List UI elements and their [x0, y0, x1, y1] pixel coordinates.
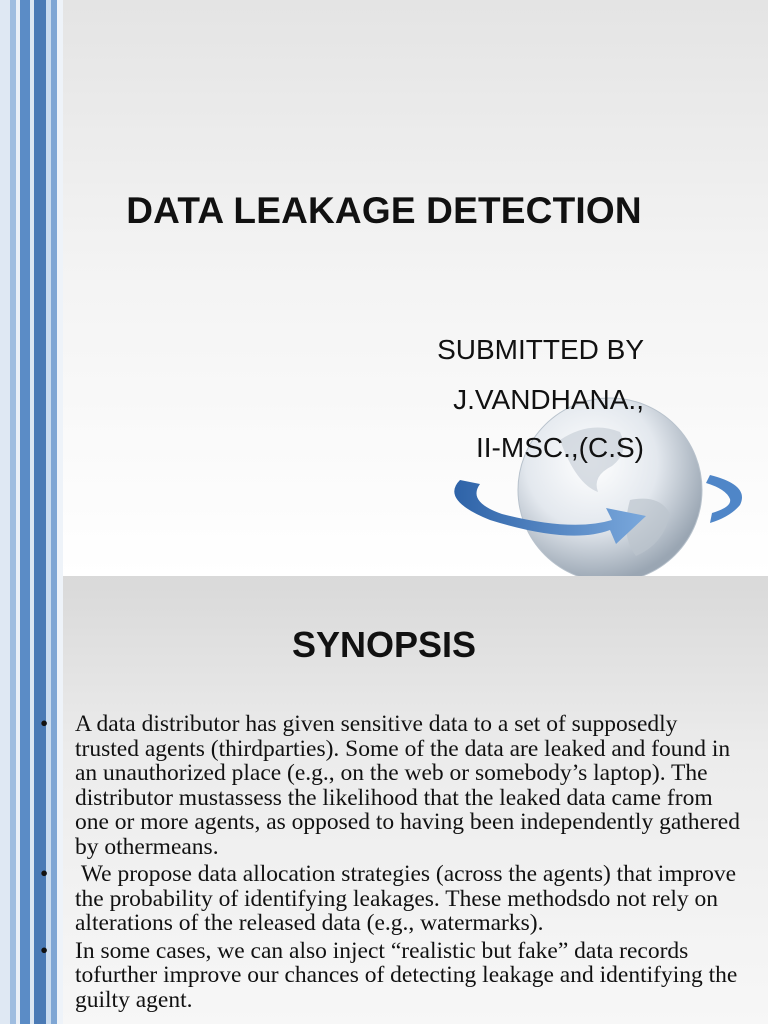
list-item	[40, 862, 740, 936]
bullet-text: We propose data allocation strategies (across the agents) that improve the probability of identifying leakages. These methodsdo not rely on alterations of the released data (e.g., watermarks).	[75, 861, 742, 936]
decorative-stripes	[0, 0, 70, 576]
list-item	[40, 712, 740, 859]
synopsis-slide	[0, 576, 768, 1024]
bullet-text: In some cases, we can also inject “realistic but fake” data records tofurther improve our chances of detecting leakage and identifying the guilty agent.	[75, 937, 738, 1013]
bullet-icon: •	[40, 861, 49, 887]
synopsis-bullets	[40, 712, 740, 1015]
list-item	[40, 939, 740, 1013]
bullet-text: A data distributor has given sensitive data to a set of supposedly trusted agents (thirdparties). Some of the data are leaked and found in an unauthorized place (e.g., on the web or somebody’s laptop). The distributor mustassess the likelihood that the leaked data came from one or more agents, as opposed to having been independently gathered by othermeans.	[75, 711, 740, 860]
author-course: II-MSC.,(C.S)	[476, 432, 644, 463]
submitted-by-label: SUBMITTED BY	[437, 334, 644, 365]
author-name: J.VANDHANA.,	[453, 384, 644, 415]
slide-title: DATA LEAKAGE DETECTION	[126, 190, 642, 231]
bullet-icon: •	[40, 937, 49, 964]
bullet-icon: •	[40, 711, 49, 737]
synopsis-title: SYNOPSIS	[291, 624, 477, 665]
